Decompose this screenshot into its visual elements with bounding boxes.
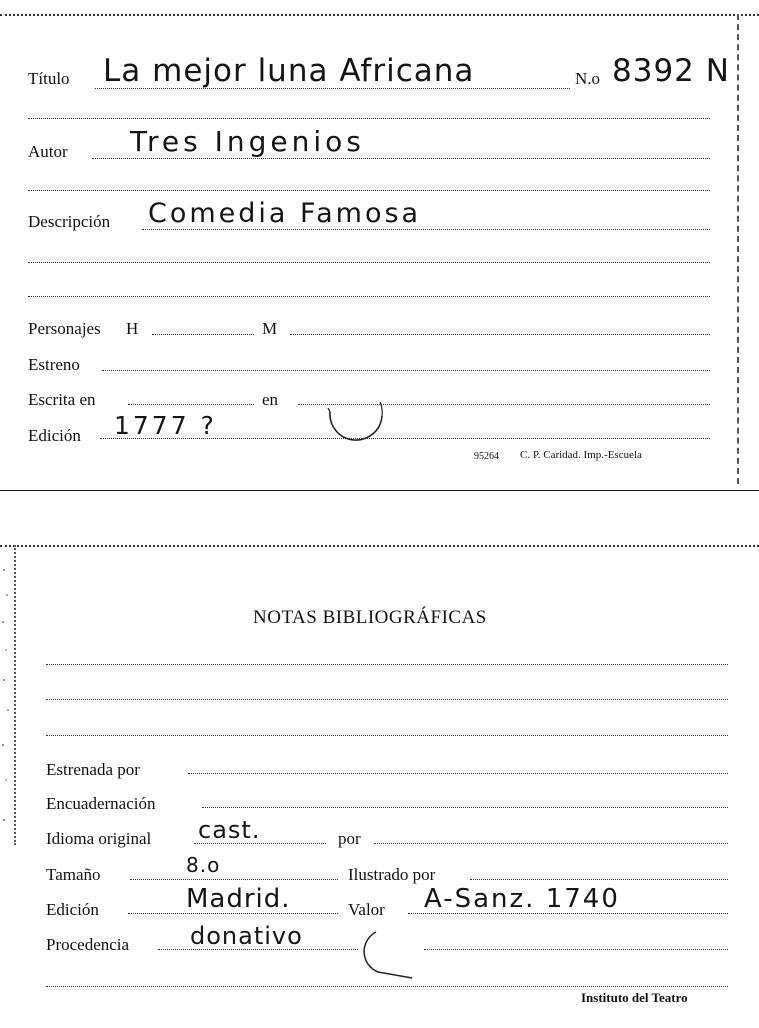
por-line (374, 843, 728, 844)
card-right-edge (737, 14, 739, 484)
encuadernacion-line (202, 807, 728, 808)
personajes-h-label: H (126, 319, 139, 338)
descripcion-line-2 (28, 262, 710, 263)
personajes-h-line (152, 334, 254, 335)
tamano-handwritten: 8.o (186, 853, 221, 877)
personajes-label: Personajes (28, 319, 101, 338)
titulo-label: Título (28, 69, 70, 88)
card-bottom-edge (0, 490, 759, 491)
card-back-top-edge (0, 545, 759, 547)
autor-label: Autor (28, 142, 68, 161)
titulo-line-2 (28, 118, 710, 119)
edicion-label: Edición (28, 426, 81, 445)
estrenada-line (188, 773, 728, 774)
idioma-label: Idioma original (46, 829, 152, 848)
titulo-handwritten: La mejor luna Africana (103, 53, 475, 89)
edicion-handwritten: 1777 ? (114, 411, 217, 440)
ilustrado-label: Ilustrado por (348, 865, 436, 884)
notas-line-2 (46, 699, 728, 700)
procedencia-handwritten: donativo (190, 922, 303, 950)
escrita-label: Escrita en (28, 390, 96, 409)
notas-line-1 (46, 664, 728, 665)
institution-name: Instituto del Teatro (581, 990, 688, 1005)
autor-line-2 (28, 190, 710, 191)
punch-hole-back-icon (360, 928, 420, 980)
edicion-back-label: Edición (46, 900, 99, 919)
personajes-m-line (290, 334, 710, 335)
notas-line-final (46, 986, 728, 987)
estreno-line (102, 370, 710, 371)
edicion-back-handwritten: Madrid. (186, 884, 291, 914)
tamano-label: Tamaño (46, 865, 101, 884)
descripcion-label: Descripción (28, 212, 111, 231)
descripcion-line (142, 229, 710, 230)
escrita-line (128, 404, 254, 405)
printer-code: 95264 (474, 451, 499, 462)
estreno-label: Estreno (28, 355, 80, 374)
printer-text: C. P. Caridad. Imp.-Escuela (520, 449, 642, 461)
card-top-edge (0, 14, 759, 16)
numero-label: N.o (575, 69, 601, 88)
tamano-line (130, 879, 338, 880)
catalog-card-front (0, 0, 759, 495)
idioma-handwritten: cast. (198, 816, 261, 844)
descripcion-line-3 (28, 296, 710, 297)
procedencia-label: Procedencia (46, 935, 130, 954)
valor-handwritten: A-Sanz. 1740 (424, 884, 620, 914)
autor-line (92, 158, 710, 159)
notas-heading: NOTAS BIBLIOGRÁFICAS (253, 607, 487, 628)
punch-hole-icon (322, 382, 388, 448)
valor-label: Valor (348, 900, 385, 919)
estrenada-label: Estrenada por (46, 760, 140, 779)
notas-line-3 (46, 735, 728, 736)
por-label: por (338, 829, 361, 848)
procedencia-line-2 (424, 949, 728, 950)
numero-handwritten: 8392 N (612, 53, 730, 89)
personajes-m-label: M (262, 319, 278, 338)
ilustrado-line (470, 879, 728, 880)
paper-specks (0, 540, 20, 850)
descripcion-handwritten: Comedia Famosa (148, 198, 422, 229)
catalog-card-back (0, 540, 759, 1028)
autor-handwritten: Tres Ingenios (130, 125, 365, 158)
escrita-en2-label: en (262, 390, 279, 409)
encuadernacion-label: Encuadernación (46, 794, 156, 813)
